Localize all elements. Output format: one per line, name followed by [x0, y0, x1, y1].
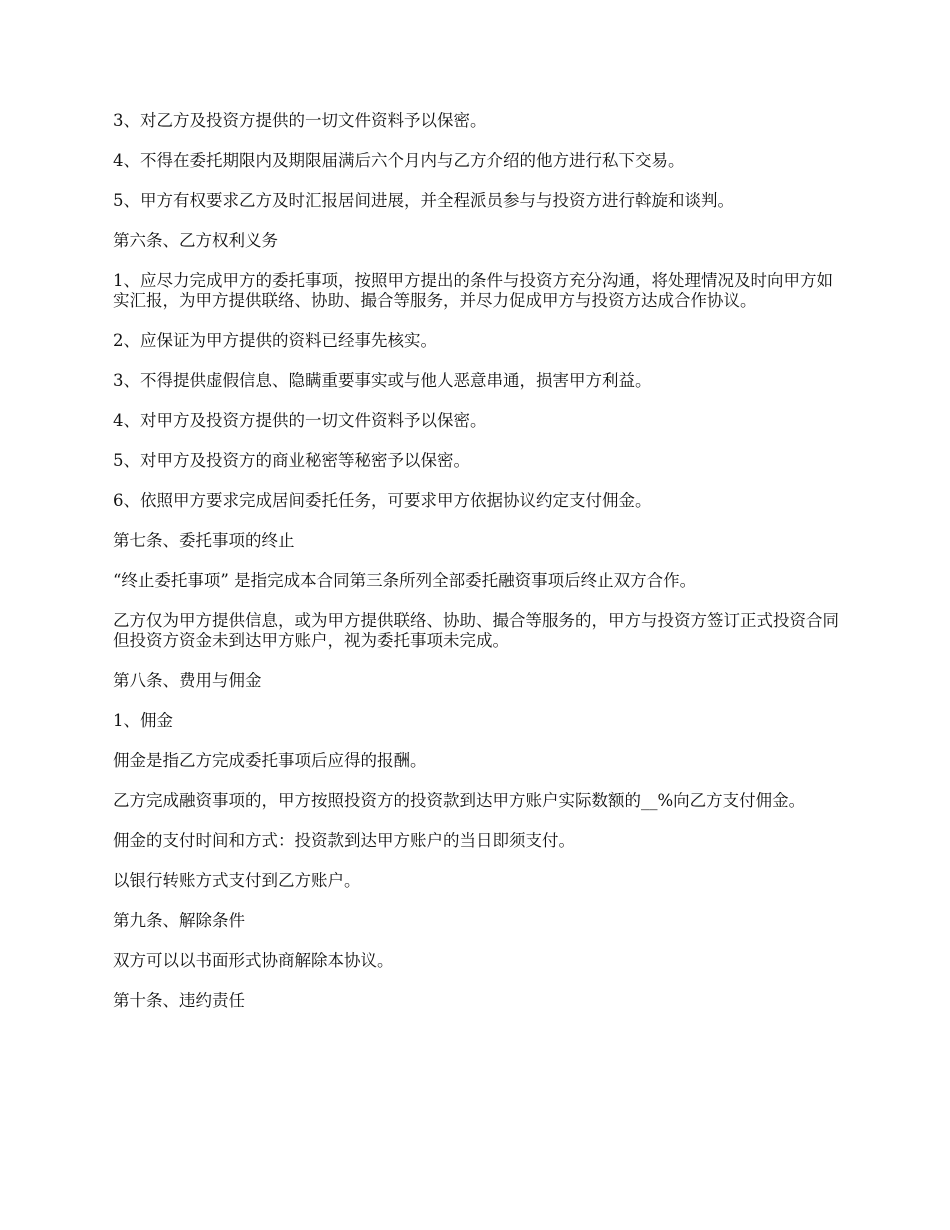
body-paragraph: 佣金是指乙方完成委托事项后应得的报酬。 [113, 751, 427, 770]
clause-item: 3、对乙方及投资方提供的一切文件资料予以保密。 [113, 111, 487, 130]
section-heading: 第八条、费用与佣金 [113, 671, 262, 690]
section-heading: 第九条、解除条件 [113, 911, 245, 930]
clause-item: 1、应尽力完成甲方的委托事项，按照甲方提出的条件与投资方充分沟通，将处理情况及时向甲方如实汇报，为甲方提供联络、协助、撮合等服务，并尽力促成甲方与投资方达成合作协议。 [113, 271, 833, 310]
section-heading: 第十条、违约责任 [113, 991, 245, 1010]
clause-item: 2、应保证为甲方提供的资料已经事先核实。 [113, 331, 437, 350]
clause-item: 3、不得提供虚假信息、隐瞒重要事实或与他人恶意串通，损害甲方利益。 [113, 371, 652, 390]
clause-item: 4、不得在委托期限内及期限届满后六个月内与乙方介绍的他方进行私下交易。 [113, 151, 685, 170]
clause-item: 5、甲方有权要求乙方及时汇报居间进展，并全程派员参与与投资方进行斡旋和谈判。 [113, 191, 734, 210]
clause-item: 1、佣金 [113, 711, 173, 730]
body-paragraph: 双方可以以书面形式协商解除本协议。 [113, 951, 394, 970]
section-heading: 第七条、委托事项的终止 [113, 531, 295, 550]
body-paragraph: 乙方完成融资事项的，甲方按照投资方的投资款到达甲方账户实际数额的__%向乙方支付佣金。 [113, 791, 806, 810]
body-paragraph: 佣金的支付时间和方式：投资款到达甲方账户的当日即须支付。 [113, 831, 575, 850]
clause-item: 5、对甲方及投资方的商业秘密等秘密予以保密。 [113, 451, 470, 470]
body-paragraph: 乙方仅为甲方提供信息，或为甲方提供联络、协助、撮合等服务的，甲方与投资方签订正式投资合同但投资方资金未到达甲方账户，视为委托事项未完成。 [113, 611, 839, 650]
body-paragraph: “终止委托事项” 是指完成本合同第三条所列全部委托融资事项后终止双方合作。 [113, 571, 697, 590]
clause-item: 4、对甲方及投资方提供的一切文件资料予以保密。 [113, 411, 487, 430]
body-paragraph: 以银行转账方式支付到乙方账户。 [113, 871, 361, 890]
document-page [113, 111, 843, 1031]
section-heading: 第六条、乙方权利义务 [113, 231, 278, 250]
clause-item: 6、依照甲方要求完成居间委托任务，可要求甲方依据协议约定支付佣金。 [113, 491, 652, 510]
